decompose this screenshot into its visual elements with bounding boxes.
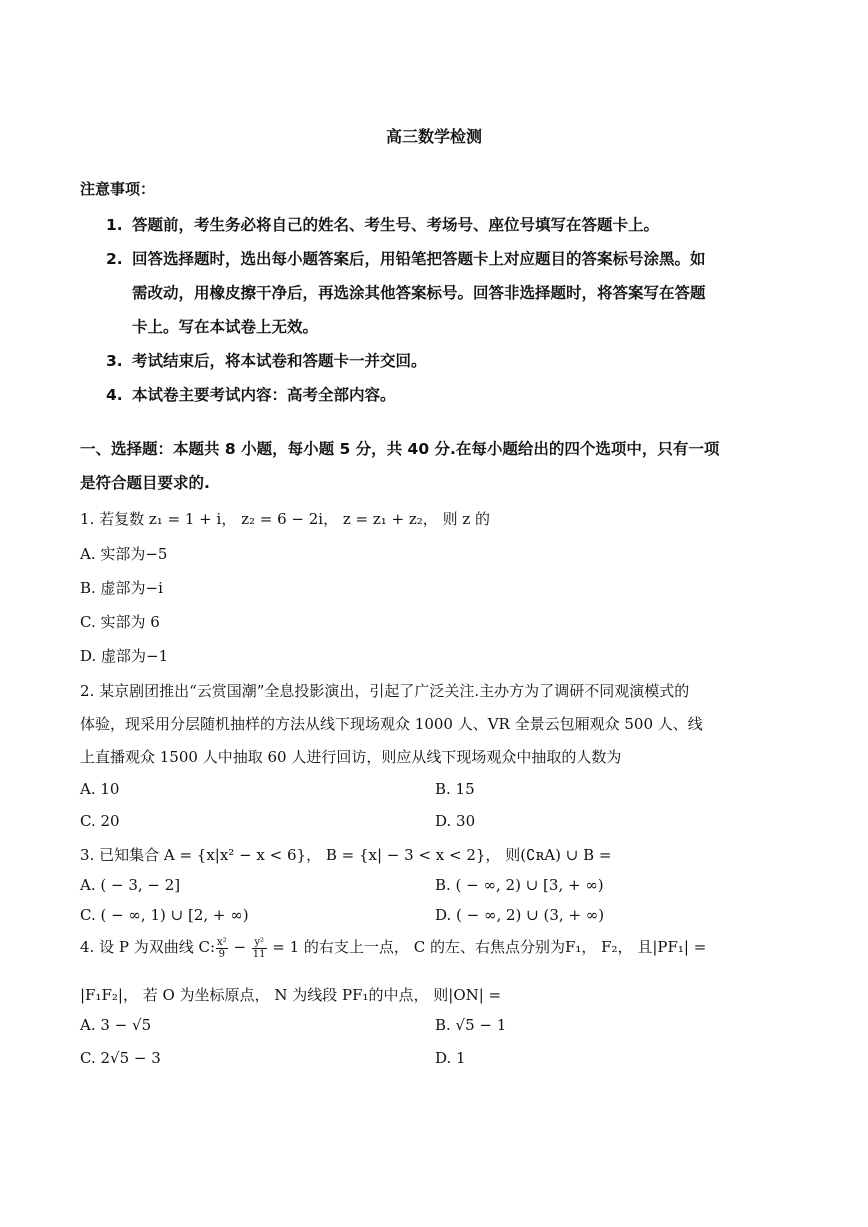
notice-item-text: 答题前，考生务必将自己的姓名、考生号、考场号、座位号填写在答题卡上。 <box>132 216 660 234</box>
fraction-y2-over-11 <box>252 937 267 960</box>
question-3-stem: 3. 已知集合 A = {x|x² − x < 6}， B = {x| − 3 < x < 2}， 则(∁ʀA) ∪ B = <box>80 846 612 864</box>
page-title: 高三数学检测 <box>385 127 482 146</box>
notice-item-number: 4. <box>106 386 123 404</box>
question-3-option-a: A. ( − 3, − 2] <box>80 876 181 894</box>
notice-item-1 <box>106 208 786 242</box>
fraction-denominator: 11 <box>252 948 266 960</box>
section-heading <box>80 432 780 500</box>
notice-item-text: 本试卷主要考试内容：高考全部内容。 <box>132 386 396 404</box>
question-2-stem-line: 2. 某京剧团推出“云赏国潮”全息投影演出，引起了广泛关注.主办方为了调研不同观演模式的 <box>80 682 690 700</box>
section-heading-line: 一、选择题：本题共 8 小题，每小题 5 分，共 40 分.在每小题给出的四个选项中，只有一项 <box>80 440 720 458</box>
question-4-stem-line2: |F₁F₂|， 若 O 为坐标原点， N 为线段 PF₁的中点， 则|ON| = <box>80 986 502 1004</box>
notice-item-number: 2. <box>106 250 123 268</box>
question-2-option-b: B. 15 <box>435 780 475 798</box>
question-4-option-c: C. 2√5 − 3 <box>80 1049 161 1067</box>
question-2-stem-line: 上直播观众 1500 人中抽取 60 人进行回访，则应从线下现场观众中抽取的人数为 <box>80 748 622 766</box>
question-1-option-d: D. 虚部为−1 <box>80 647 169 665</box>
question-4-option-a: A. 3 − √5 <box>80 1016 152 1034</box>
question-3-option-d: D. ( − ∞, 2) ∪ (3, + ∞) <box>435 906 605 924</box>
fraction-numerator: y² <box>252 937 267 949</box>
fraction-x2-over-9 <box>216 937 228 960</box>
fraction-numerator: x² <box>217 936 227 948</box>
question-4-stem-prefix: 4. 设 P 为双曲线 C: <box>80 938 216 956</box>
question-4-stem-suffix: = 1 的右支上一点， C 的左、右焦点分别为F₁， F₂， 且|PF₁| = <box>267 938 707 956</box>
section-heading-line: 是符合题目要求的. <box>80 474 210 492</box>
fraction-denominator: 9 <box>218 948 226 960</box>
question-2-stem-line: 体验，现采用分层随机抽样的方法从线下现场观众 1000 人、VR 全景云包厢观众 500 人、线 <box>80 715 703 733</box>
minus-sign: − <box>228 938 251 956</box>
notice-item-text: 需改动，用橡皮擦干净后，再选涂其他答案标号。回答非选择题时，将答案写在答题 <box>132 284 706 302</box>
question-2-option-a: A. 10 <box>80 780 120 798</box>
question-3-option-b: B. ( − ∞, 2) ∪ [3, + ∞) <box>435 876 604 894</box>
question-3-option-c: C. ( − ∞, 1) ∪ [2, + ∞) <box>80 906 249 924</box>
notice-item-4 <box>106 378 786 412</box>
question-4-stem <box>80 936 706 960</box>
question-2-option-d: D. 30 <box>435 812 476 830</box>
notice-item-text: 回答选择题时，选出每小题答案后，用铅笔把答题卡上对应题目的答案标号涂黑。如 <box>132 250 706 268</box>
question-2-option-c: C. 20 <box>80 812 120 830</box>
question-1-option-b: B. 虚部为−i <box>80 579 163 597</box>
notice-item-text: 卡上。写在本试卷上无效。 <box>132 318 319 336</box>
notice-item-text: 考试结束后，将本试卷和答题卡一并交回。 <box>132 352 427 370</box>
question-4-option-d: D. 1 <box>435 1049 466 1067</box>
notice-item-3 <box>106 344 786 378</box>
notice-item-number: 3. <box>106 352 123 370</box>
question-1-stem: 1. 若复数 z₁ = 1 + i， z₂ = 6 − 2i， z = z₁ + z₂， 则 z 的 <box>80 510 491 528</box>
question-1-option-c: C. 实部为 6 <box>80 613 160 631</box>
notice-item-2 <box>106 242 786 344</box>
notice-heading: 注意事项： <box>80 180 156 198</box>
question-1-option-a: A. 实部为−5 <box>80 545 168 563</box>
notice-item-number: 1. <box>106 216 123 234</box>
question-4-option-b: B. √5 − 1 <box>435 1016 507 1034</box>
